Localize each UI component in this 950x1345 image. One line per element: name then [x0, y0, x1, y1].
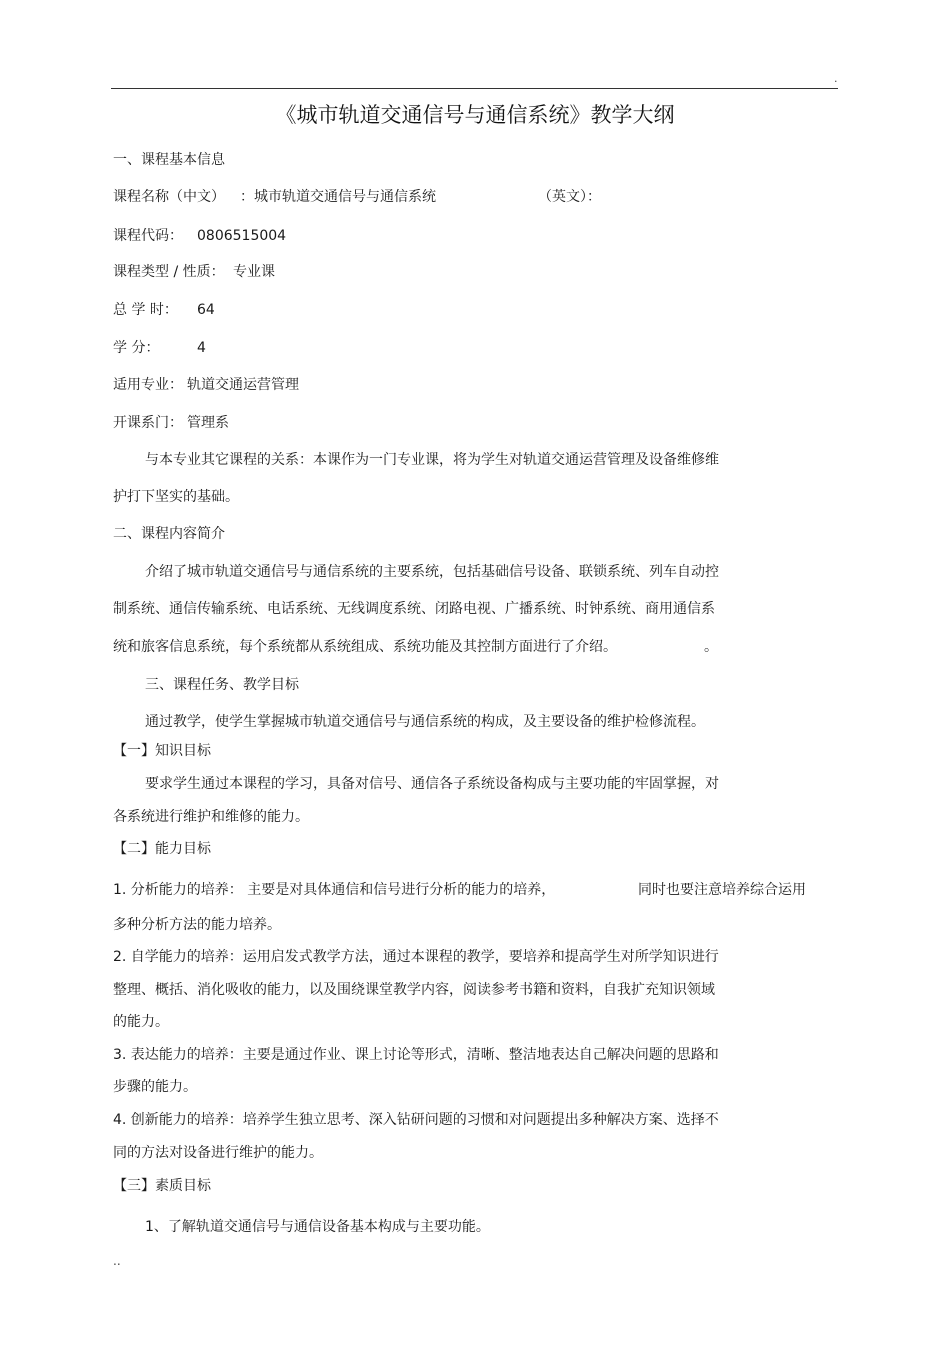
section-3-heading: 三、课程任务、教学目标 — [145, 677, 299, 693]
course-type-label: 课程类型 / 性质： — [113, 264, 225, 280]
total-hours-value: 64 — [197, 302, 215, 318]
section-2-heading: 二、课程内容简介 — [113, 526, 225, 542]
relation-line-1: 与本专业其它课程的关系：本课作为一门专业课，将为学生对轨道交通运营管理及设备维修维 — [145, 452, 719, 468]
ability-1-line-1b: 同时也要注意培养综合运用 — [638, 882, 806, 898]
ability-2-line-2: 整理、概括、消化吸收的能力，以及围绕课堂教学内容，阅读参考书籍和资料，自我扩充知识领域 — [113, 982, 715, 998]
ability-1-line-1a: 1. 分析能力的培养： 主要是对具体通信和信号进行分析的能力的培养， — [113, 882, 556, 898]
ability-goal-heading: 【二】能力目标 — [113, 841, 211, 857]
ability-2-line-3: 的能力。 — [113, 1014, 169, 1030]
header-corner-mark: . — [834, 72, 838, 85]
knowledge-goal-line-2: 各系统进行维护和维修的能力。 — [113, 809, 309, 825]
ability-3-line-1: 3. 表达能力的培养：主要是通过作业、课上讨论等形式，清晰、整洁地表达自己解决问题的思路和 — [113, 1047, 719, 1063]
section-1-heading: 一、课程基本信息 — [113, 152, 225, 168]
total-hours-label: 总 学 时： — [113, 302, 178, 318]
course-name-label: 课程名称（中文） — [113, 189, 225, 205]
intro-line-3: 统和旅客信息系统，每个系统都从系统组成、系统功能及其控制方面进行了介绍。 — [113, 639, 617, 655]
document-title: 《城市轨道交通信号与通信系统》教学大纲 — [275, 103, 675, 127]
course-name-separator: ： — [240, 189, 254, 205]
ability-2-line-1: 2. 自学能力的培养：运用启发式教学方法，通过本课程的教学，要培养和提高学生对所学知识进行 — [113, 949, 719, 965]
department-value: 管理系 — [187, 415, 229, 431]
knowledge-goal-heading: 【一】知识目标 — [113, 743, 211, 759]
credit-value: 4 — [197, 340, 206, 356]
relation-line-2: 护打下坚实的基础。 — [113, 489, 239, 505]
course-type-value: 专业课 — [233, 264, 275, 280]
intro-line-1: 介绍了城市轨道交通信号与通信系统的主要系统，包括基础信号设备、联锁系统、列车自动控 — [145, 564, 719, 580]
major-label: 适用专业： — [113, 377, 183, 393]
intro-line-3-end-mark: 。 — [704, 639, 718, 655]
teaching-goal-intro: 通过教学，使学生掌握城市轨道交通信号与通信系统的构成，及主要设备的维护检修流程。 — [145, 714, 705, 730]
intro-line-2: 制系统、通信传输系统、电话系统、无线调度系统、闭路电视、广播系统、时钟系统、商用通信系 — [113, 601, 715, 617]
department-label: 开课系门： — [113, 415, 183, 431]
course-english-label: （英文）： — [538, 189, 601, 205]
ability-4-line-1: 4. 创新能力的培养：培养学生独立思考、深入钻研问题的习惯和对问题提出多种解决方案、选择不 — [113, 1112, 719, 1128]
footer-mark: .. — [113, 1254, 121, 1268]
quality-goal-item-1: 1、了解轨道交通信号与通信设备基本构成与主要功能。 — [145, 1219, 490, 1235]
quality-goal-heading: 【三】素质目标 — [113, 1178, 211, 1194]
course-code-label: 课程代码： — [113, 228, 183, 244]
course-name-value: 城市轨道交通信号与通信系统 — [254, 189, 436, 205]
credit-label: 学 分： — [113, 340, 160, 356]
ability-1-line-2: 多种分析方法的能力培养。 — [113, 917, 281, 933]
major-value: 轨道交通运营管理 — [187, 377, 299, 393]
knowledge-goal-line-1: 要求学生通过本课程的学习，具备对信号、通信各子系统设备构成与主要功能的牢固掌握，对 — [145, 776, 719, 792]
course-code-value: 0806515004 — [197, 228, 287, 244]
ability-4-line-2: 同的方法对设备进行维护的能力。 — [113, 1145, 323, 1161]
ability-3-line-2: 步骤的能力。 — [113, 1079, 197, 1095]
header-rule — [111, 88, 838, 89]
